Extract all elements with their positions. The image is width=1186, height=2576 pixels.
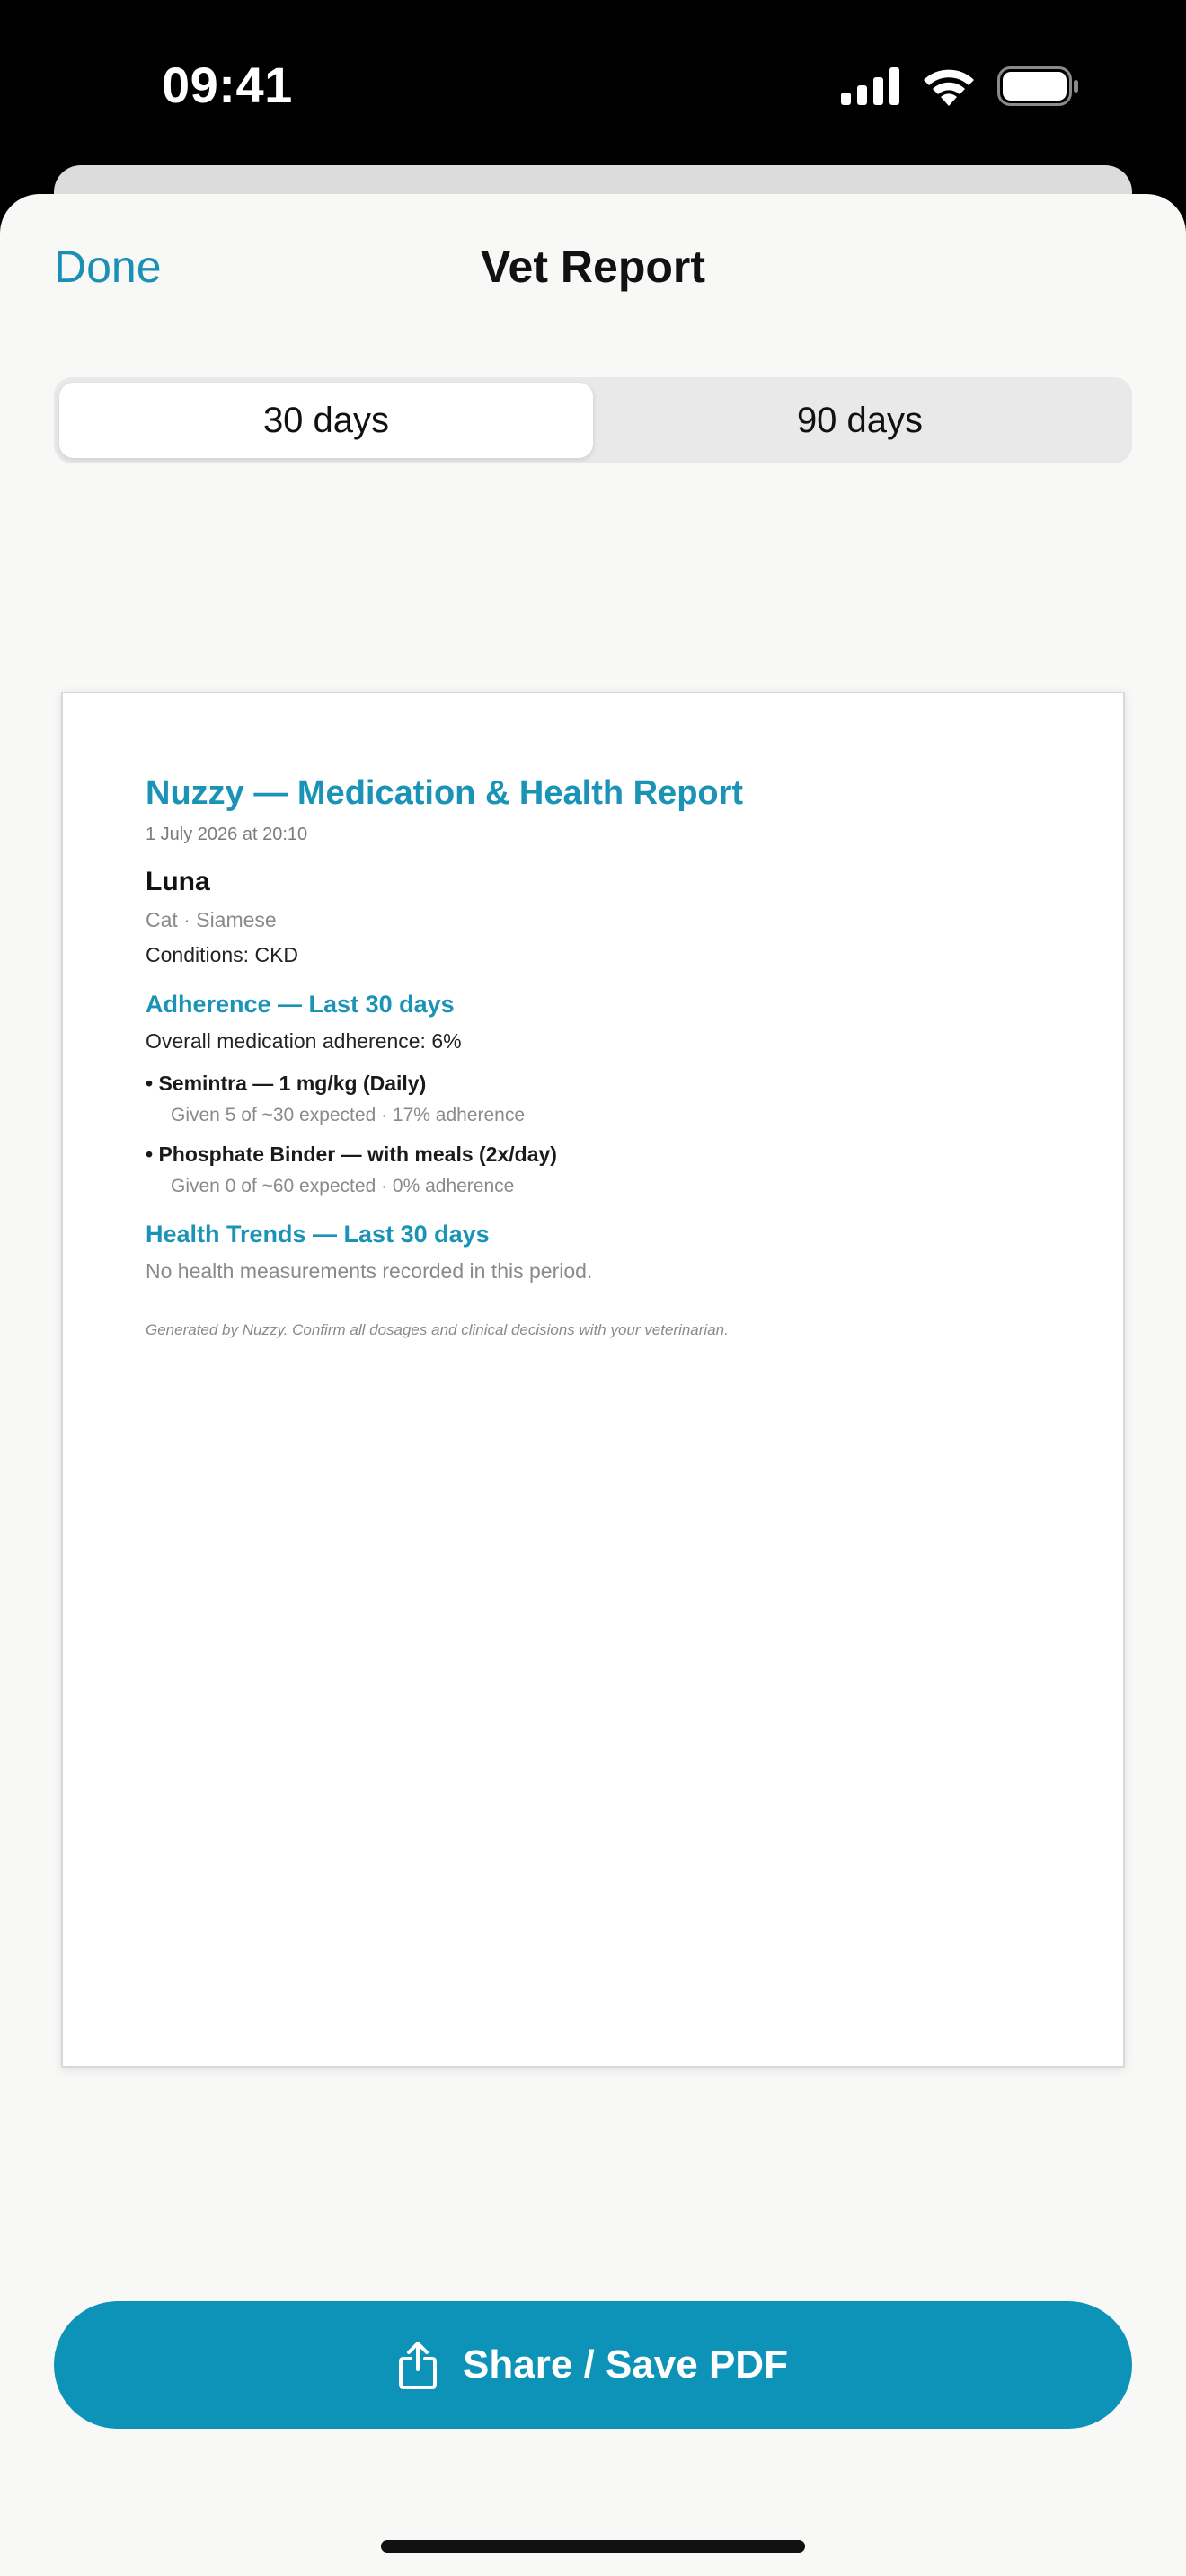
share-save-pdf-button[interactable] — [54, 2301, 1132, 2429]
status-icons — [841, 65, 1080, 108]
health-trends-empty: No health measurements recorded in this period. — [146, 1259, 593, 1283]
report-date: 1 July 2026 at 20:10 — [146, 825, 308, 844]
pet-breed: Cat · Siamese — [146, 908, 277, 931]
done-button[interactable]: Done — [54, 242, 162, 292]
medication-detail: Given 5 of ~30 expected · 17% adherence — [171, 1105, 526, 1125]
medication-item — [146, 1142, 1044, 1197]
segment-90-days[interactable]: 90 days — [796, 400, 924, 440]
medication-name: • Semintra — 1 mg/kg (Daily) — [146, 1072, 427, 1095]
report-content — [146, 776, 1044, 1339]
period-segmented-control — [54, 377, 1132, 463]
medication-name: • Phosphate Binder — with meals (2x/day) — [146, 1142, 557, 1166]
overall-adherence: Overall medication adherence: 6% — [146, 1029, 462, 1053]
medication-item — [146, 1072, 1044, 1126]
page-title: Vet Report — [480, 242, 706, 292]
pet-name: Luna — [146, 867, 210, 896]
home-indicator[interactable] — [381, 2540, 805, 2553]
report-disclaimer: Generated by Nuzzy. Confirm all dosages and clinical decisions with your veterinarian. — [146, 1321, 729, 1338]
share-button-label: Share / Save PDF — [463, 2342, 788, 2386]
pdf-preview-page[interactable] — [61, 692, 1125, 2068]
battery-icon — [997, 66, 1080, 106]
medication-detail: Given 0 of ~60 expected · 0% adherence — [171, 1176, 515, 1196]
wifi-icon — [922, 66, 976, 106]
cellular-signal-icon — [841, 67, 900, 105]
adherence-heading: Adherence — Last 30 days — [146, 991, 455, 1018]
share-icon — [398, 2341, 438, 2389]
health-trends-heading: Health Trends — Last 30 days — [146, 1221, 490, 1248]
report-title: Nuzzy — Medication & Health Report — [146, 774, 744, 812]
status-time: 09:41 — [162, 57, 293, 113]
pet-conditions: Conditions: CKD — [146, 943, 299, 966]
segment-30-days[interactable]: 30 days — [59, 383, 593, 458]
